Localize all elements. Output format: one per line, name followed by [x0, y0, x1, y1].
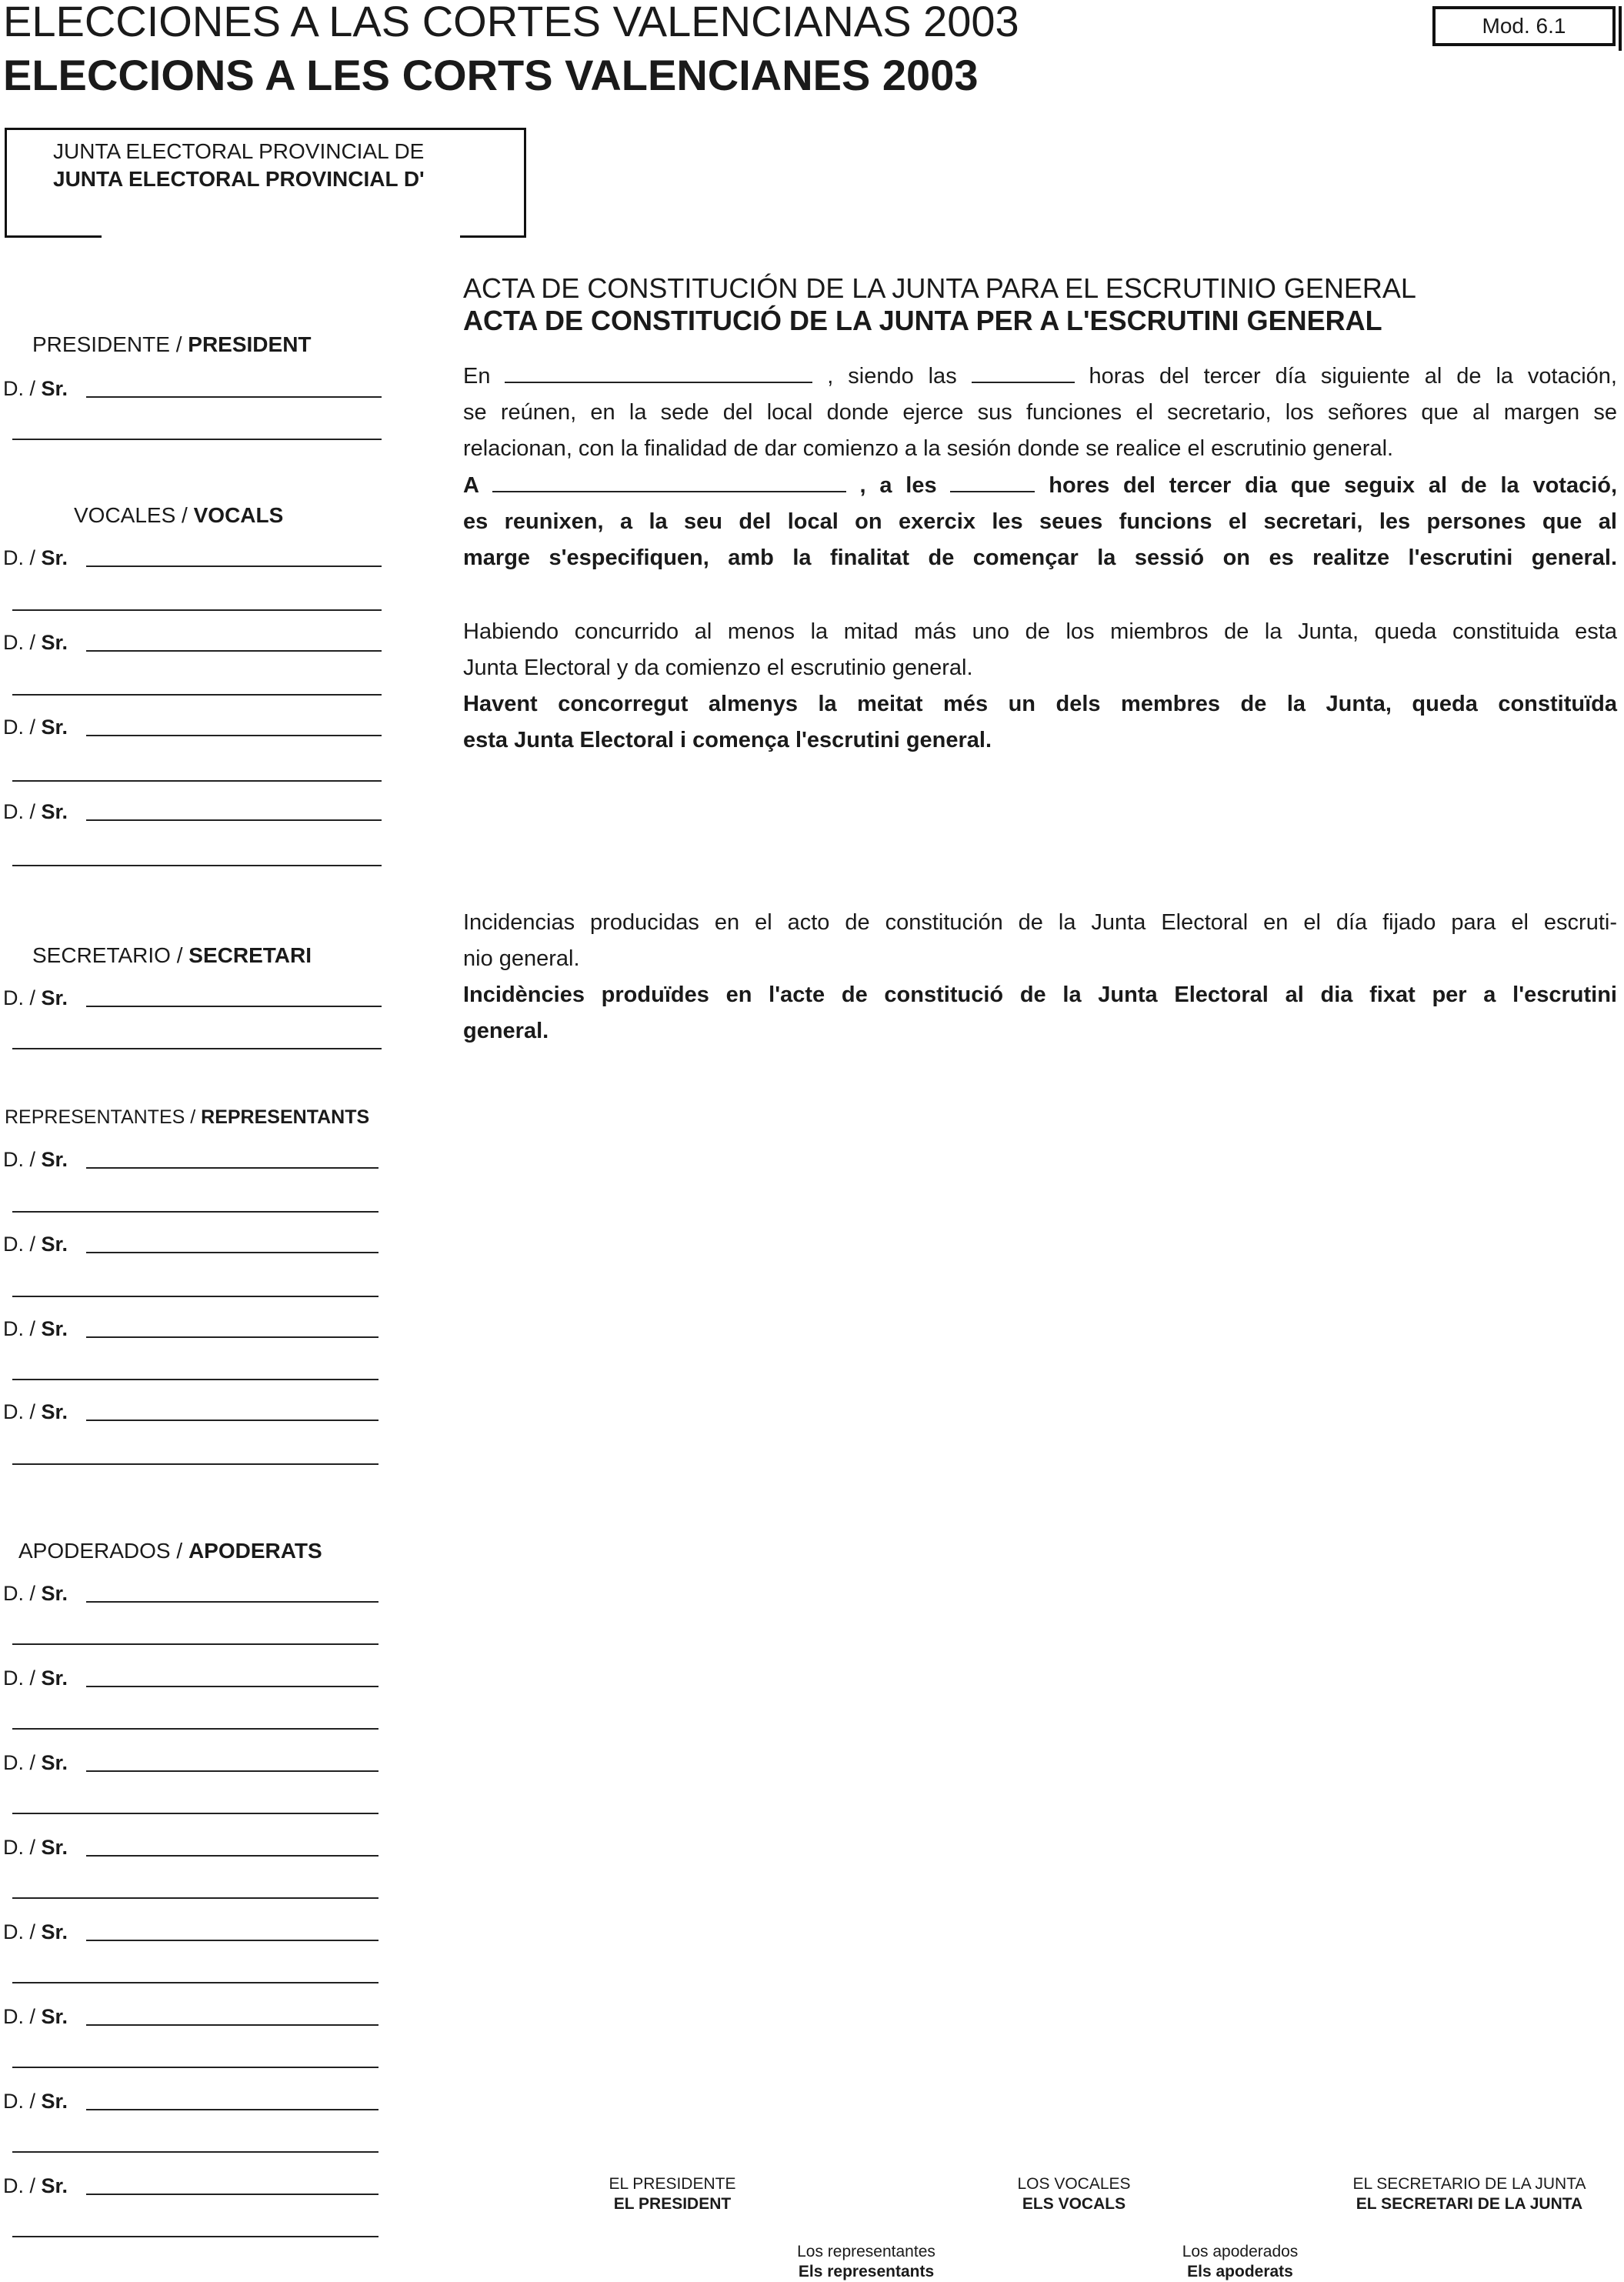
junta-label-valencian: JUNTA ELECTORAL PROVINCIAL D' — [53, 167, 425, 191]
apoderado-3-name-label: D. / Sr. — [3, 1751, 68, 1774]
incidents-paragraph-valencian — [463, 977, 1617, 1049]
incidents-es-line-1: Incidencias producidas en el acto de constitución de la Junta Electoral en el día fijado para el escruti- — [463, 910, 1617, 935]
apoderado-7-name-field-line2[interactable] — [12, 2151, 378, 2153]
representante-1-name-field[interactable] — [86, 1167, 378, 1169]
quorum-es-line-2: Junta Electoral y da comienzo el escrutinio general. — [463, 656, 973, 680]
president-name-field[interactable] — [86, 396, 382, 398]
act-es-line-1: En , siendo las horas del tercer día siguiente al de la votación, — [463, 364, 1617, 389]
apoderado-4-name-field[interactable] — [86, 1855, 378, 1857]
model-box-shadow — [1619, 6, 1622, 51]
apoderado-3-name-field[interactable] — [86, 1770, 378, 1772]
vocal-4-name-label: D. / Sr. — [3, 800, 68, 823]
apoderado-8-name-label: D. / Sr. — [3, 2174, 68, 2197]
signature-secretario-va: EL SECRETARI DE LA JUNTA — [1356, 2195, 1583, 2213]
vocal-4-name-field-line2[interactable] — [12, 865, 382, 866]
apoderado-2-name-field[interactable] — [86, 1686, 378, 1687]
model-number-box — [1432, 6, 1616, 46]
representante-3-name-field[interactable] — [86, 1336, 378, 1338]
act-va-line-1: A , a les hores del tercer dia que seguix al de la votació, — [463, 473, 1618, 498]
representante-2-name-field[interactable] — [86, 1252, 378, 1253]
apoderado-5-name-field-line2[interactable] — [12, 1982, 378, 1983]
vocal-3-name-label: D. / Sr. — [3, 716, 68, 739]
place-field-va[interactable] — [492, 472, 846, 492]
apoderado-5-name-label: D. / Sr. — [3, 1920, 68, 1943]
apoderado-5-name-field[interactable] — [86, 1940, 378, 1941]
apoderado-1-name-label: D. / Sr. — [3, 1582, 68, 1605]
signature-apoderados — [1132, 2242, 1348, 2282]
vocal-1-name-field[interactable] — [86, 565, 382, 567]
secretario-heading: SECRETARIO / SECRETARI — [32, 943, 312, 967]
representante-4-name-field-line2[interactable] — [12, 1463, 378, 1465]
signature-president — [565, 2174, 780, 2214]
vocal-1-name-label: D. / Sr. — [3, 546, 68, 569]
title-spanish: ELECCIONES A LAS CORTES VALENCIANAS 2003 — [3, 0, 1019, 45]
vocales-heading: VOCALES / VOCALS — [74, 503, 284, 527]
signature-apoderados-es: Los apoderados — [1182, 2243, 1299, 2260]
representante-1-name-label: D. / Sr. — [3, 1148, 68, 1171]
junta-label-spanish: JUNTA ELECTORAL PROVINCIAL DE — [53, 139, 425, 163]
vocal-1-name-field-line2[interactable] — [12, 609, 382, 611]
incidents-paragraph-spanish — [463, 905, 1617, 977]
representante-2-name-label: D. / Sr. — [3, 1233, 68, 1256]
signature-president-va: EL PRESIDENT — [613, 2195, 732, 2213]
act-paragraph-valencian — [463, 468, 1617, 576]
apoderado-7-name-field[interactable] — [86, 2109, 378, 2110]
act-va-line-3: marge s'especifiquen, amb la finalitat de començar la sessió on es realitze l'escrutini general. — [463, 545, 1617, 570]
quorum-va-line-2: esta Junta Electoral i comença l'escrutini general. — [463, 728, 992, 752]
representante-4-name-label: D. / Sr. — [3, 1400, 68, 1423]
vocal-2-name-field[interactable] — [86, 650, 382, 652]
incidents-es-line-2: nio general. — [463, 946, 580, 971]
representante-3-name-field-line2[interactable] — [12, 1379, 378, 1380]
secretario-name-field-line2[interactable] — [12, 1048, 382, 1049]
president-name-field-line2[interactable] — [12, 439, 382, 440]
place-field-es[interactable] — [505, 363, 812, 383]
president-name-label: D. / Sr. — [3, 377, 68, 400]
signature-secretario — [1323, 2174, 1616, 2214]
incidents-va-line-2: general. — [463, 1019, 549, 1043]
act-paragraph-spanish — [463, 359, 1617, 467]
signature-representantes-es: Los representantes — [797, 2243, 935, 2260]
hour-field-va[interactable] — [950, 472, 1035, 492]
apoderado-6-name-field[interactable] — [86, 2024, 378, 2026]
act-va-line-2: es reunixen, a la seu del local on exercix les seues funcions el secretari, les persones que al — [463, 509, 1617, 534]
act-title-valencian: ACTA DE CONSTITUCIÓ DE LA JUNTA PER A L'ESCRUTINI GENERAL — [463, 305, 1382, 336]
apoderado-2-name-label: D. / Sr. — [3, 1666, 68, 1690]
vocal-2-name-label: D. / Sr. — [3, 631, 68, 654]
quorum-paragraph-valencian — [463, 686, 1617, 759]
representante-4-name-field[interactable] — [86, 1420, 378, 1421]
apoderado-6-name-field-line2[interactable] — [12, 2067, 378, 2068]
apoderado-7-name-label: D. / Sr. — [3, 2090, 68, 2113]
act-es-line-3: relacionan, con la finalidad de dar comienzo a la sesión donde se realice el escrutinio general. — [463, 436, 1394, 461]
apoderado-4-name-label: D. / Sr. — [3, 1836, 68, 1859]
secretario-name-label: D. / Sr. — [3, 986, 68, 1009]
quorum-paragraph-spanish — [463, 614, 1617, 686]
apoderado-2-name-field-line2[interactable] — [12, 1728, 378, 1730]
representantes-heading: REPRESENTANTES / REPRESENTANTS — [5, 1106, 370, 1128]
quorum-va-line-1: Havent concorregut almenys la meitat més un dels membres de la Junta, queda constituïda — [463, 692, 1617, 716]
vocal-2-name-field-line2[interactable] — [12, 694, 382, 696]
vocal-3-name-field-line2[interactable] — [12, 780, 382, 782]
representante-2-name-field-line2[interactable] — [12, 1296, 378, 1297]
signature-representantes — [759, 2242, 974, 2282]
apoderado-6-name-label: D. / Sr. — [3, 2005, 68, 2028]
apoderados-heading: APODERADOS / APODERATS — [18, 1539, 322, 1563]
model-number: Mod. 6.1 — [1482, 14, 1566, 38]
signature-vocales — [966, 2174, 1182, 2214]
junta-electoral-box[interactable] — [5, 128, 526, 237]
act-es-line-2: se reúnen, en la sede del local donde ejerce sus funciones el secretario, los señores que al margen se — [463, 400, 1617, 425]
signature-apoderados-va: Els apoderats — [1187, 2263, 1293, 2280]
junta-box-corner-right — [460, 235, 526, 238]
vocal-3-name-field[interactable] — [86, 735, 382, 736]
secretario-name-field[interactable] — [86, 1006, 382, 1007]
apoderado-1-name-field-line2[interactable] — [12, 1643, 378, 1645]
representante-3-name-label: D. / Sr. — [3, 1317, 68, 1340]
incidents-va-line-1: Incidències produïdes en l'acte de constitució de la Junta Electoral al dia fixat per a l'escrutini — [463, 983, 1617, 1007]
quorum-es-line-1: Habiendo concurrido al menos la mitad más uno de los miembros de la Junta, queda constituida esta — [463, 619, 1617, 644]
hour-field-es[interactable] — [972, 363, 1075, 383]
apoderado-1-name-field[interactable] — [86, 1601, 378, 1603]
signature-president-es: EL PRESIDENTE — [609, 2175, 736, 2193]
representante-1-name-field-line2[interactable] — [12, 1211, 378, 1213]
signature-vocales-es: LOS VOCALES — [1017, 2175, 1131, 2193]
signature-secretario-es: EL SECRETARIO DE LA JUNTA — [1352, 2175, 1586, 2193]
apoderado-3-name-field-line2[interactable] — [12, 1813, 378, 1814]
apoderado-8-name-field[interactable] — [86, 2194, 378, 2195]
signature-representantes-va: Els representants — [798, 2263, 935, 2280]
vocal-4-name-field[interactable] — [86, 819, 382, 821]
signature-vocales-va: ELS VOCALS — [1022, 2195, 1126, 2213]
junta-box-corner-left — [5, 235, 102, 238]
incidents-writing-area[interactable] — [463, 1062, 1617, 2170]
title-valencian: ELECCIONS A LES CORTS VALENCIANES 2003 — [3, 51, 979, 99]
apoderado-4-name-field-line2[interactable] — [12, 1897, 378, 1899]
act-title-spanish: ACTA DE CONSTITUCIÓN DE LA JUNTA PARA EL ESCRUTINIO GENERAL — [463, 272, 1416, 304]
president-heading: PRESIDENTE / PRESIDENT — [32, 332, 312, 356]
apoderado-8-name-field-line2[interactable] — [12, 2236, 378, 2237]
